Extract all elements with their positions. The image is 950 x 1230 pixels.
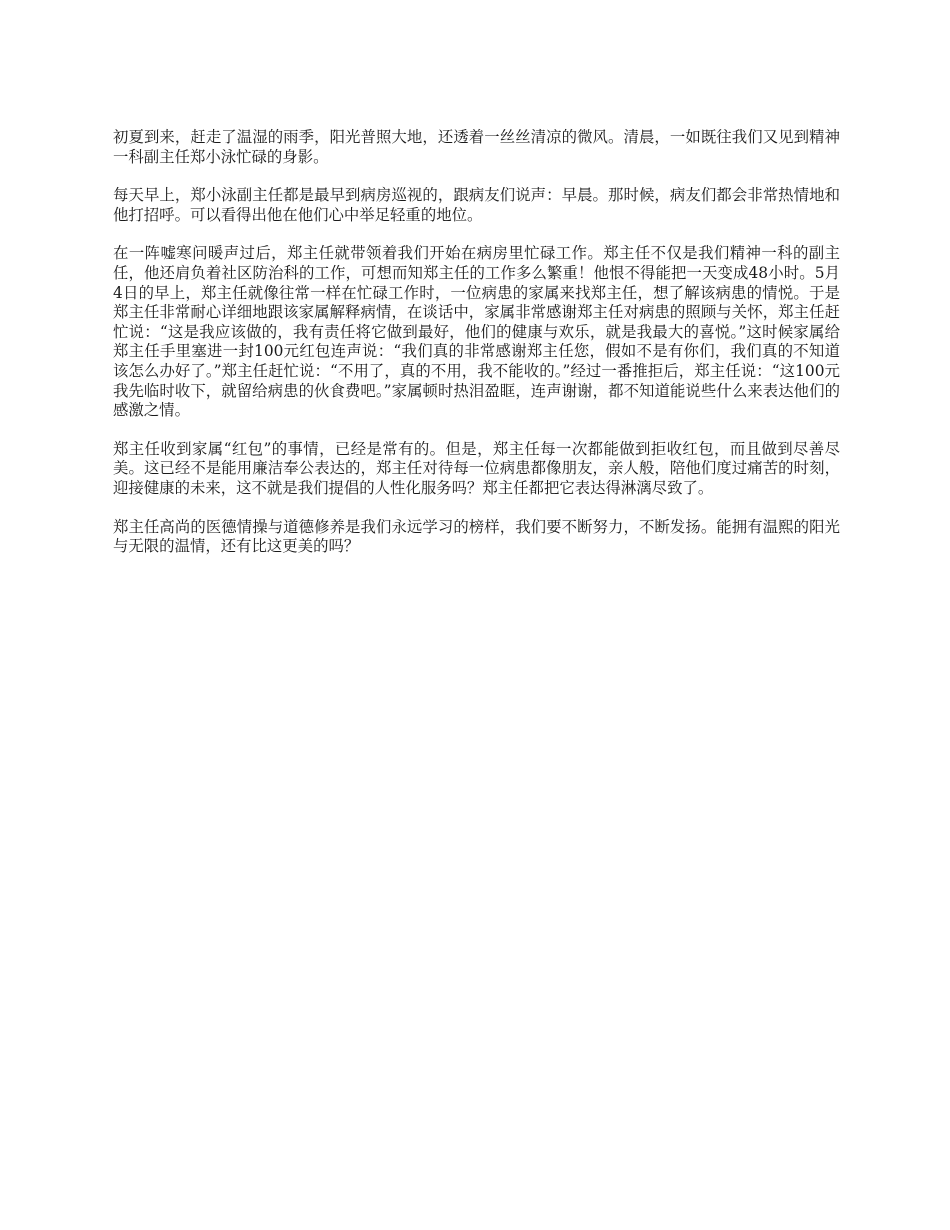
paragraph-5: 郑主任高尚的医德情操与道德修养是我们永远学习的榜样，我们要不断努力，不断发扬。能拥有温熙的阳光与无限的温情，还有比这更美的吗？	[113, 517, 840, 556]
document-body	[113, 128, 840, 572]
paragraph-3: 在一阵嘘寒问暖声过后，郑主任就带领着我们开始在病房里忙碌工作。郑主任不仅是我们精神一科的副主任，他还肩负着社区防治科的工作，可想而知郑主任的工作多么繁重！他恨不得能把一天变成48小时。5月4日的早上，郑主任就像往常一样在忙碌工作时，一位病患的家属来找郑主任，想了解该病患的情悦。于是郑主任非常耐心详细地跟该家属解释病情，在谈话中，家属非常感谢郑主任对病患的照顾与关怀，郑主任赶忙说：“这是我应该做的，我有责任将它做到最好，他们的健康与欢乐，就是我最大的喜悦。”这时候家属给郑主任手里塞进一封100元红包连声说：“我们真的非常感谢郑主任您，假如不是有你们，我们真的不知道该怎么办好了。”郑主任赶忙说：“不用了，真的不用，我不能收的。”经过一番推拒后，郑主任说：“这100元我先临时收下，就留给病患的伙食费吧。”家属顿时热泪盈眶，连声谢谢，都不知道能说些什么来表达他们的感激之情。	[113, 244, 840, 420]
paragraph-2: 每天早上，郑小泳副主任都是最早到病房巡视的，跟病友们说声：早晨。那时候，病友们都会非常热情地和他打招呼。可以看得出他在他们心中举足轻重的地位。	[113, 186, 840, 224]
paragraph-1: 初夏到来，赶走了温湿的雨季，阳光普照大地，还透着一丝丝清凉的微风。清晨，一如既往我们又见到精神一科副主任郑小泳忙碌的身影。	[113, 128, 840, 166]
paragraph-4: 郑主任收到家属“红包”的事情，已经是常有的。但是，郑主任每一次都能做到拒收红包，而且做到尽善尽美。这已经不是能用廉洁奉公表达的，郑主任对待每一位病患都像朋友，亲人般，陪他们度过痛苦的时刻，迎接健康的未来，这不就是我们提倡的人性化服务吗？郑主任都把它表达得淋漓尽致了。	[113, 439, 840, 497]
